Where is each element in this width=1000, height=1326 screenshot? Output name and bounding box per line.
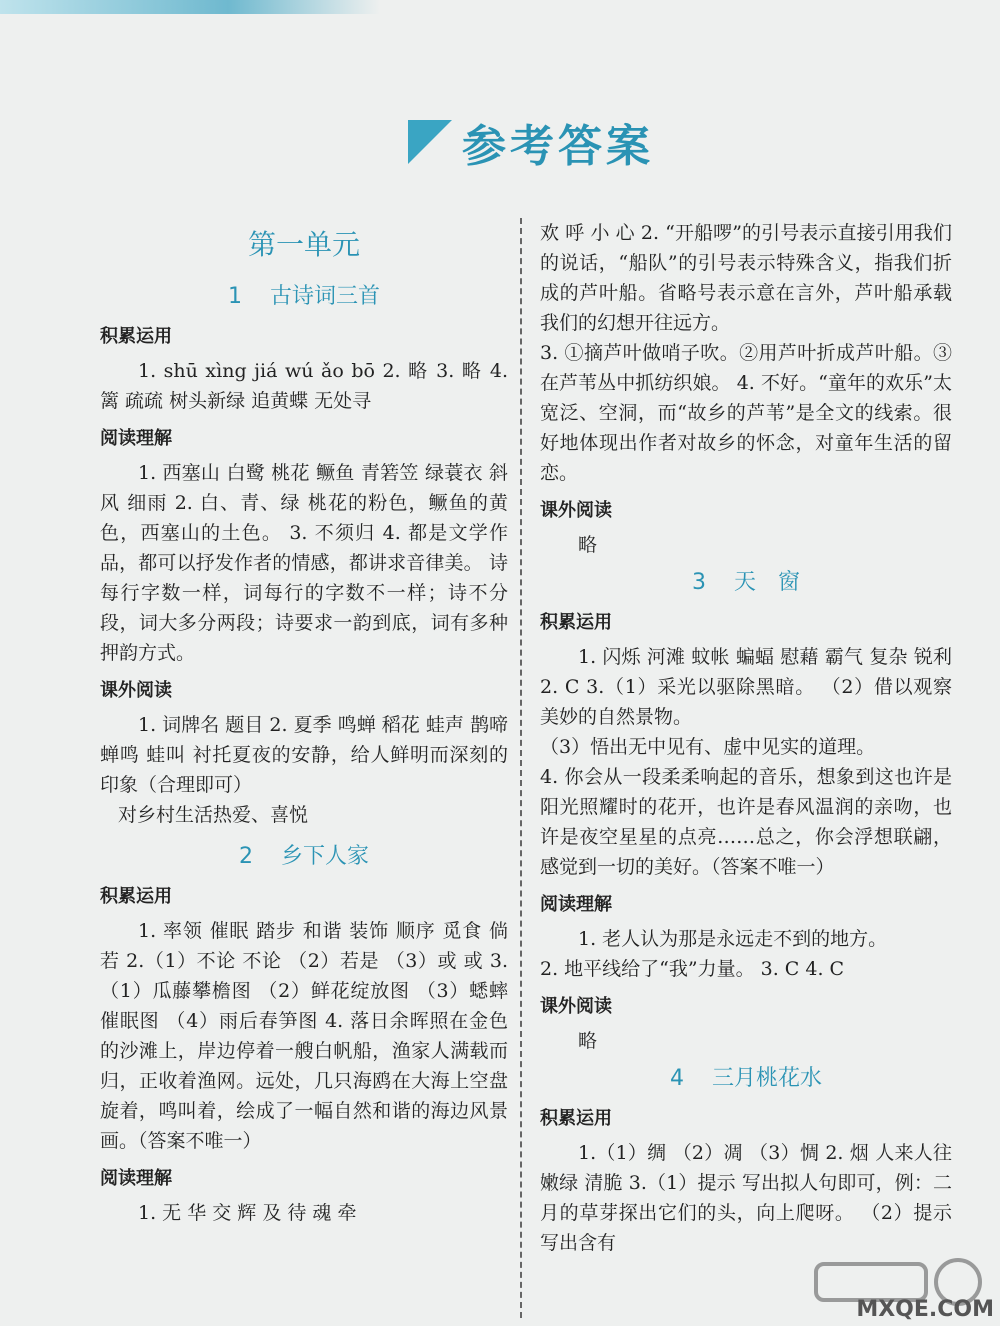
section-heading: 课外阅读: [100, 680, 172, 701]
answer-text: 1. 闪烁 河滩 蚊帐 蝙蝠 慰藉 霸气 复杂 锐利 2. C 3.（1）采光以驱除黑暗。 （2）借以观察美妙的自然景物。: [540, 646, 952, 728]
answer-text: 3. ①摘芦叶做哨子吹。②用芦叶折成芦叶船。③在芦苇丛中抓纺织娘。 4. 不好。“童年的欢乐”太宽泛、空洞，而“故乡的芦苇”是全文的线索。很好地体现出作者对故乡的怀念，对童年生活的留恋。: [540, 342, 952, 484]
answer-text: 略: [578, 1030, 598, 1052]
section-heading: 积累运用: [100, 886, 172, 907]
answer-text: 1.（1）绸 （2）凋 （3）惆 2. 烟 人来人往 嫩绿 清脆 3.（1）提示 写出拟人句即可，例：二月的草芽探出它们的头，向上爬呀。 （2）提示 写出含有: [540, 1142, 952, 1254]
right-column: [540, 218, 952, 1258]
answer-text: 1. 词牌名 题目 2. 夏季 鸣蝉 稻花 蛙声 鹊啼 蝉鸣 蛙叫 衬托夏夜的安静，给人鲜明而深刻的印象（合理即可）: [100, 714, 508, 796]
lesson-number: 4: [669, 1066, 684, 1091]
lesson-number: 1: [227, 284, 242, 309]
answer-text: 1. 西塞山 白鹭 桃花 鳜鱼 青箬笠 绿蓑衣 斜风 细雨 2. 白、青、绿 桃花的粉色，鳜鱼的黄色，西塞山的土色。 3. 不须归 4. 都是文学作品，都可以抒发作者的情感，都讲求音律美。 诗每行字数一样，词每行的字数不一样；诗不分段，词大多分两段；诗要求一韵到底，词有多种押韵方式。: [100, 462, 508, 664]
lesson-2-heading: [100, 842, 508, 872]
answer-text: 1. shū xìng jiá wú ǎo bō 2. 略 3. 略 4. 篱 疏疏 树头新绿 追黄蝶 无处寻: [100, 360, 508, 412]
section-heading: 课外阅读: [540, 996, 612, 1017]
answer-text: 1. 老人认为那是永远走不到的地方。: [578, 928, 888, 950]
answer-text: （3）悟出无中见有、虚中见实的道理。: [540, 736, 876, 758]
title-triangle-icon: [408, 120, 452, 164]
section-heading: 课外阅读: [540, 500, 612, 521]
answer-text: 2. 地平线给了“我”力量。 3. C 4. C: [540, 958, 845, 980]
lesson-title: 天 窗: [733, 570, 800, 595]
answer-text: 4. 你会从一段柔柔响起的音乐，想象到这也许是阳光照耀时的花开，也许是春风温润的亲吻，也许是夜空星星的点亮……总之，你会浮想联翩，感觉到一切的美好。（答案不唯一）: [540, 766, 952, 878]
watermark-text: MXQE.COM: [856, 1297, 994, 1322]
lesson-title: 古诗词三首: [269, 284, 380, 309]
lesson-number: 3: [691, 570, 706, 595]
column-divider: [520, 218, 522, 1318]
lesson-number: 2: [238, 844, 253, 869]
section-heading: 积累运用: [540, 612, 612, 633]
lesson-1-heading: [100, 282, 508, 312]
lesson-title: 三月桃花水: [711, 1066, 822, 1091]
page-title: 参考答案: [462, 121, 654, 172]
answer-text: 欢 呼 小 心 2. “开船啰”的引号表示直接引用我们的说话，“船队”的引号表示特殊含义，指我们折成的芦叶船。省略号表示意在言外，芦叶船承载我们的幻想开往远方。: [540, 222, 952, 334]
section-heading: 阅读理解: [100, 1168, 172, 1189]
section-heading: 阅读理解: [540, 894, 612, 915]
answer-text: 1. 无 华 交 辉 及 待 魂 牵: [138, 1202, 357, 1224]
top-color-bar: [0, 0, 380, 14]
page-title-block: [408, 112, 654, 172]
section-heading: 阅读理解: [100, 428, 172, 449]
section-heading: 积累运用: [100, 326, 172, 347]
lesson-3-heading: [540, 568, 952, 598]
answer-text: 略: [578, 534, 598, 556]
unit-title: 第一单元: [247, 228, 360, 261]
answer-text: 1. 率领 催眠 踏步 和谐 装饰 顺序 觅食 倘若 2.（1）不论 不论 （2）若是 （3）或 或 3.（1）瓜藤攀檐图 （2）鲜花绽放图 （3）蟋蟀催眠图 （4）雨后春笋图 4. 落日余晖照在金色的沙滩上，岸边停着一艘白帆船，渔家人满载而归，正收着渔网。远处，几只海鸥在大海上空盘旋着，鸣叫着，绘成了一幅自然和谐的海边风景画。（答案不唯一）: [100, 920, 508, 1152]
lesson-title: 乡下人家: [280, 844, 369, 869]
lesson-4-heading: [540, 1064, 952, 1094]
left-column: [100, 224, 508, 1228]
answer-text: 对乡村生活热爱、喜悦: [118, 804, 309, 826]
section-heading: 积累运用: [540, 1108, 612, 1129]
